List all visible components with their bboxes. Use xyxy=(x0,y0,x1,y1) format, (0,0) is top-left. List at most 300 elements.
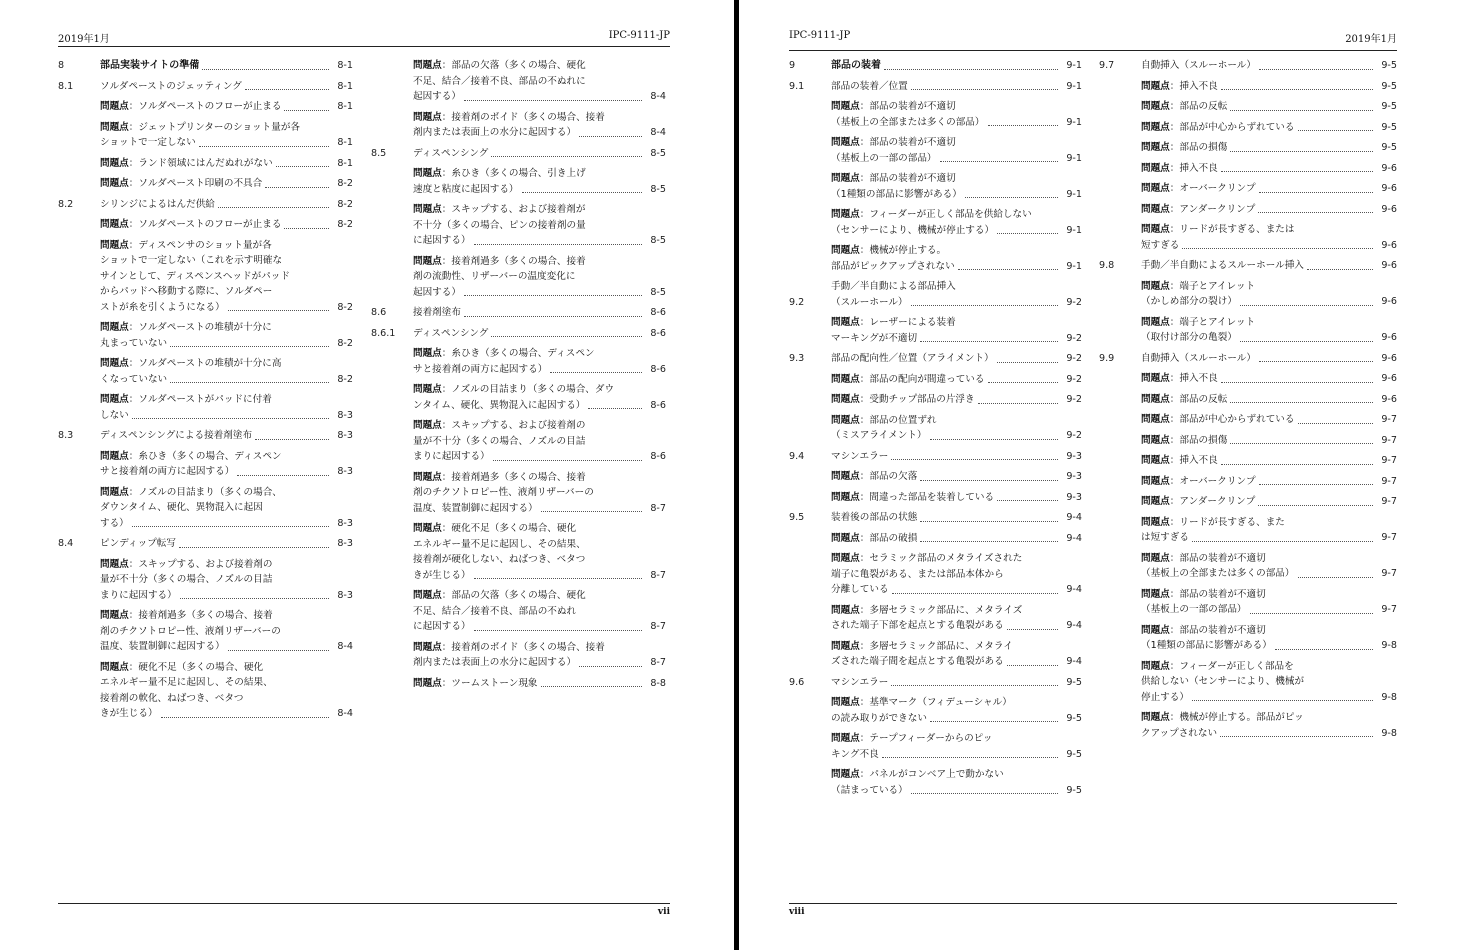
toc-title-line xyxy=(1141,474,1373,490)
toc-number: 8.6.1 xyxy=(371,327,396,339)
toc-line-text: ：挿入不良 xyxy=(1169,162,1218,174)
problem-label: 問題点 xyxy=(100,219,129,230)
problem-label: 問題点 xyxy=(1141,142,1170,153)
toc-column-right xyxy=(1099,58,1397,746)
toc-line-text: ：スキップする、および接着剤の xyxy=(441,420,586,431)
leader-dots xyxy=(1230,140,1373,152)
problem-label: 問題点 xyxy=(831,553,860,564)
toc-title-line xyxy=(413,166,642,182)
header-rule xyxy=(789,50,1397,51)
leader-dots xyxy=(1298,566,1374,578)
toc-page-ref: 8-2 xyxy=(337,178,353,189)
toc-line-text: 接着剤塗布 xyxy=(413,307,461,318)
toc-title-line xyxy=(1141,351,1373,367)
toc-page-ref: 9-1 xyxy=(1066,152,1082,164)
toc-page-ref: 9-1 xyxy=(1066,60,1082,71)
toc-page-ref: 9-4 xyxy=(1066,656,1082,667)
toc-title-line xyxy=(1141,551,1373,567)
toc-problem-entry[interactable] xyxy=(58,557,353,604)
toc-problem-entry[interactable] xyxy=(1099,433,1397,449)
toc-problem-entry[interactable] xyxy=(1099,279,1397,310)
problem-label: 問題点 xyxy=(831,245,860,256)
toc-entry[interactable] xyxy=(789,449,1082,465)
problem-label: 問題点 xyxy=(100,157,129,169)
toc-problem-entry[interactable] xyxy=(58,156,353,172)
toc-line-text: ：接着剤のボイド（多くの場合、接着 xyxy=(441,111,605,123)
toc-title xyxy=(831,767,1058,798)
toc-line-text: 部品の装着 xyxy=(831,60,881,71)
toc-problem-entry[interactable] xyxy=(1099,140,1397,156)
leader-dots xyxy=(579,655,642,667)
toc-problem-entry[interactable] xyxy=(1099,412,1397,428)
toc-title-line xyxy=(1141,623,1373,639)
toc-title-line xyxy=(831,783,1058,799)
toc-title xyxy=(831,510,1058,526)
toc-problem-entry[interactable] xyxy=(58,392,353,423)
toc-problem-entry[interactable] xyxy=(1099,474,1397,490)
toc-section[interactable] xyxy=(789,58,1082,74)
toc-problem-entry[interactable] xyxy=(1099,659,1397,706)
toc-problem-entry[interactable] xyxy=(789,135,1082,166)
leader-dots xyxy=(1240,330,1373,342)
leader-dots xyxy=(1259,474,1373,486)
toc-problem-entry[interactable] xyxy=(371,346,666,377)
leader-dots xyxy=(180,588,329,600)
toc-title xyxy=(1141,181,1373,197)
toc-title-line xyxy=(831,510,1058,526)
problem-label: 問題点 xyxy=(1141,588,1170,600)
toc-entry[interactable] xyxy=(371,305,666,321)
toc-title xyxy=(413,58,642,105)
toc-line-text: マーキングが不適切 xyxy=(831,332,918,344)
toc-title xyxy=(831,135,1058,166)
toc-number: 8.1 xyxy=(58,80,74,92)
toc-page-ref: 9-8 xyxy=(1381,727,1397,739)
toc-entry[interactable] xyxy=(789,510,1082,526)
toc-number: 8.6 xyxy=(371,307,387,318)
page-viii xyxy=(739,0,1474,950)
toc-line-text: 手動／半自動による部品挿入 xyxy=(831,281,956,292)
problem-label: 問題点 xyxy=(413,111,442,123)
toc-title xyxy=(831,372,1058,388)
toc-problem-entry[interactable] xyxy=(1099,371,1397,387)
toc-problem-entry[interactable] xyxy=(789,315,1082,346)
leader-dots xyxy=(1230,392,1373,404)
toc-page-ref: 9-6 xyxy=(1381,393,1397,405)
problem-label: 問題点 xyxy=(831,137,860,148)
toc-line-text: ンタイム、硬化、異物混入に起因する） xyxy=(413,399,586,411)
toc-line-text: ：多層セラミック部品に、メタライ xyxy=(859,640,1013,652)
toc-title-line xyxy=(100,572,329,588)
toc-entry[interactable] xyxy=(1099,58,1397,74)
toc-line-text: ：アンダークリンプ xyxy=(1169,496,1256,507)
toc-title-line xyxy=(413,588,642,604)
toc-problem-entry[interactable] xyxy=(789,695,1082,726)
toc-line-text: （スルーホール） xyxy=(831,296,908,308)
toc-page-ref: 9-1 xyxy=(1066,224,1082,236)
problem-label: 問題点 xyxy=(100,610,129,621)
toc-problem-entry[interactable] xyxy=(789,767,1082,798)
toc-line-text: きが生じる） xyxy=(413,569,471,581)
toc-problem-entry[interactable] xyxy=(789,731,1082,762)
toc-line-text: ：部品の反転 xyxy=(1169,101,1228,112)
toc-problem-entry[interactable] xyxy=(789,207,1082,238)
toc-line-text: ：部品の位置ずれ xyxy=(859,414,937,426)
toc-title xyxy=(831,315,1058,346)
toc-page-ref: 8-3 xyxy=(337,409,353,421)
toc-page-ref: 8-7 xyxy=(650,502,666,514)
toc-entry[interactable] xyxy=(789,675,1082,691)
toc-line-text: （かしめ部分の裂け） xyxy=(1141,296,1237,307)
toc-line-text: 温度、装置制御に起因する） xyxy=(100,641,225,652)
leader-dots xyxy=(541,676,642,688)
toc-title xyxy=(413,588,642,635)
toc-entry[interactable] xyxy=(371,326,666,342)
toc-title-line xyxy=(100,516,329,532)
toc-problem-entry[interactable] xyxy=(789,99,1082,130)
toc-entry[interactable] xyxy=(789,351,1082,367)
toc-title xyxy=(1141,140,1373,156)
toc-problem-entry[interactable] xyxy=(371,418,666,465)
toc-section[interactable] xyxy=(58,58,353,74)
toc-line-text: ：受動チップ部品の片浮き xyxy=(859,394,975,405)
toc-title-line xyxy=(831,731,1058,747)
problem-label: 問題点 xyxy=(100,121,129,133)
toc-line-text: キング不良 xyxy=(831,748,879,760)
toc-entry[interactable] xyxy=(1099,351,1397,367)
toc-title-line xyxy=(413,398,642,414)
toc-entry[interactable] xyxy=(371,146,666,162)
toc-problem-entry[interactable] xyxy=(58,176,353,192)
leader-dots xyxy=(1258,202,1373,214)
toc-title-line xyxy=(100,284,329,300)
toc-problem-entry[interactable] xyxy=(1099,392,1397,408)
toc-title-line xyxy=(1141,494,1373,510)
leader-dots xyxy=(1298,120,1374,132)
toc-title-line xyxy=(831,99,1058,115)
toc-title-line xyxy=(100,691,329,707)
toc-problem-entry[interactable] xyxy=(58,120,353,151)
toc-line-text: 部品の装着／位置 xyxy=(831,80,908,92)
toc-problem-entry[interactable] xyxy=(1099,222,1397,253)
header-date: 2019年1月 xyxy=(58,34,110,45)
toc-problem-entry[interactable] xyxy=(789,551,1082,598)
toc-line-text: ダウンタイム、硬化、異物混入に起因 xyxy=(100,502,263,513)
toc-problem-entry[interactable] xyxy=(789,243,1082,274)
toc-line-text: 停止する） xyxy=(1141,691,1189,703)
toc-title-line xyxy=(100,58,329,74)
toc-problem-entry[interactable] xyxy=(58,320,353,351)
problem-label: 問題点 xyxy=(100,322,129,333)
toc-page-ref: 8-5 xyxy=(650,286,666,298)
toc-title xyxy=(1141,710,1373,741)
toc-page-ref: 9-6 xyxy=(1381,373,1397,384)
toc-problem-entry[interactable] xyxy=(789,413,1082,444)
toc-page-ref: 9-5 xyxy=(1381,142,1397,153)
toc-problem-entry[interactable] xyxy=(58,660,353,722)
toc-line-text: ：パネルがコンベア上で動かない xyxy=(859,769,1004,780)
toc-page-ref: 8-3 xyxy=(337,466,353,477)
toc-line-text: ：ジェットプリンターのショット量が各 xyxy=(128,121,301,133)
toc-title-line xyxy=(1141,392,1373,408)
toc-problem-entry[interactable] xyxy=(789,531,1082,547)
toc-line-text: ：間違った部品を装着している xyxy=(859,491,995,503)
toc-problem-entry[interactable] xyxy=(1099,120,1397,136)
problem-label: 問題点 xyxy=(831,769,860,780)
toc-number: 8.5 xyxy=(371,147,387,159)
toc-problem-entry[interactable] xyxy=(1099,181,1397,197)
toc-problem-entry[interactable] xyxy=(58,608,353,655)
problem-label: 問題点 xyxy=(413,204,442,215)
toc-title xyxy=(100,238,329,316)
toc-title xyxy=(100,428,329,444)
header-doc-id-text: IPC-9111-JP xyxy=(608,30,670,41)
problem-label: 問題点 xyxy=(1141,660,1170,672)
toc-title-line xyxy=(1141,602,1373,618)
toc-entry[interactable] xyxy=(58,79,353,95)
toc-line-text: された端子下部を起点とする亀裂がある xyxy=(831,620,1004,631)
toc-line-text: （基板上の全部または多くの部品） xyxy=(1141,568,1295,579)
toc-problem-entry[interactable] xyxy=(1099,551,1397,582)
toc-entry[interactable] xyxy=(789,79,1082,95)
toc-line-text: 起因する） xyxy=(413,91,461,102)
toc-problem-entry[interactable] xyxy=(1099,623,1397,654)
toc-title-line xyxy=(1141,726,1373,742)
toc-page-ref: 9-6 xyxy=(1381,332,1397,343)
toc-page-ref: 9-3 xyxy=(1066,491,1082,503)
leader-dots xyxy=(464,305,642,317)
toc-line-text: ：ソルダペーストがパッドに付着 xyxy=(128,394,272,405)
toc-problem-entry[interactable] xyxy=(371,382,666,413)
problem-label: 問題点 xyxy=(413,348,442,359)
toc-page-ref: 9-4 xyxy=(1066,584,1082,595)
toc-line-text: （センサーにより、機械が停止する） xyxy=(831,224,995,236)
toc-title-line xyxy=(413,269,642,285)
toc-title xyxy=(831,413,1058,444)
toc-problem-entry[interactable] xyxy=(371,58,666,105)
toc-title xyxy=(100,660,329,722)
toc-line-text: 部品がピックアップされない xyxy=(831,260,955,272)
toc-page-ref: 8-4 xyxy=(650,91,666,102)
toc-title xyxy=(413,202,642,249)
toc-title-line xyxy=(413,362,642,378)
toc-title xyxy=(831,243,1058,274)
toc-page-ref: 9-6 xyxy=(1381,239,1397,251)
toc-page-ref: 8-3 xyxy=(337,430,353,441)
toc-problem-entry[interactable] xyxy=(789,392,1082,408)
toc-problem-entry[interactable] xyxy=(1099,99,1397,115)
problem-label: 問題点 xyxy=(413,641,442,653)
leader-dots xyxy=(884,58,1058,70)
toc-problem-entry[interactable] xyxy=(789,639,1082,670)
toc-problem-entry[interactable] xyxy=(58,356,353,387)
toc-title-line xyxy=(1141,710,1373,726)
toc-entry[interactable] xyxy=(58,536,353,552)
toc-title-line xyxy=(100,639,329,655)
toc-title-line xyxy=(100,706,329,722)
leader-dots xyxy=(920,531,1058,543)
toc-problem-entry[interactable] xyxy=(789,372,1082,388)
toc-problem-entry[interactable] xyxy=(789,603,1082,634)
toc-title xyxy=(831,531,1058,547)
toc-title xyxy=(831,551,1058,598)
toc-page-ref: 9-7 xyxy=(1381,568,1397,579)
toc-title-line xyxy=(100,197,329,213)
problem-label: 問題点 xyxy=(100,394,129,405)
toc-page-ref: 9-1 xyxy=(1066,188,1082,200)
toc-entry[interactable] xyxy=(58,197,353,213)
toc-title xyxy=(831,279,1058,310)
toc-line-text: 丸まっていない xyxy=(100,337,168,349)
toc-page-ref: 9-6 xyxy=(1381,260,1397,271)
toc-line-text: ：端子とアイレット xyxy=(1169,316,1256,328)
toc-line-text: ショットで一定しない（これを示す明確な xyxy=(100,255,283,266)
toc-problem-entry[interactable] xyxy=(1099,494,1397,510)
toc-title-line xyxy=(413,382,642,398)
toc-title-line xyxy=(831,171,1058,187)
toc-title xyxy=(1141,79,1373,95)
toc-title xyxy=(413,640,642,671)
problem-label: 問題点 xyxy=(413,677,442,689)
toc-entry[interactable] xyxy=(58,428,353,444)
problem-label: 問題点 xyxy=(831,317,860,328)
leader-dots xyxy=(1182,238,1373,250)
toc-title xyxy=(413,326,642,342)
toc-problem-entry[interactable] xyxy=(58,99,353,115)
toc-problem-entry[interactable] xyxy=(1099,315,1397,346)
toc-problem-entry[interactable] xyxy=(1099,161,1397,177)
toc-title-line xyxy=(100,557,329,573)
toc-problem-entry[interactable] xyxy=(1099,587,1397,618)
page-vii xyxy=(0,0,734,950)
toc-line-text: クアップされない xyxy=(1141,727,1218,739)
problem-label: 問題点 xyxy=(100,486,129,498)
toc-line-text: ：部品の装着が不適切 xyxy=(859,173,956,184)
leader-dots xyxy=(940,151,1058,163)
toc-line-text: ：糸ひき（多くの場合、引き上げ xyxy=(441,168,586,179)
toc-title-line xyxy=(1141,566,1373,582)
toc-page-ref: 9-6 xyxy=(1381,183,1397,194)
toc-problem-entry[interactable] xyxy=(58,449,353,480)
toc-title xyxy=(1141,433,1373,449)
toc-problem-entry[interactable] xyxy=(789,469,1082,485)
toc-line-text: （基板上の一部の部品） xyxy=(831,152,937,164)
toc-page-ref: 9-1 xyxy=(1066,260,1082,272)
toc-line-text: ：スキップする、および接着剤の xyxy=(128,558,273,570)
toc-title xyxy=(831,449,1058,465)
leader-dots xyxy=(1240,294,1373,306)
toc-problem-entry[interactable] xyxy=(371,110,666,141)
toc-problem-entry[interactable] xyxy=(371,588,666,635)
toc-problem-entry[interactable] xyxy=(789,490,1082,506)
toc-title-line xyxy=(831,639,1058,655)
leader-dots xyxy=(245,79,329,91)
toc-line-text: ：セラミック部品のメタライズされた xyxy=(859,553,1023,564)
toc-page-ref: 8-2 xyxy=(337,301,353,313)
toc-page-ref: 8-2 xyxy=(337,373,353,385)
toc-problem-entry[interactable] xyxy=(371,166,666,197)
toc-page-ref: 9-6 xyxy=(1381,296,1397,307)
toc-problem-entry[interactable] xyxy=(371,202,666,249)
toc-problem-entry[interactable] xyxy=(371,470,666,517)
toc-number: 8 xyxy=(58,60,65,71)
problem-label: 問題点 xyxy=(1141,414,1170,425)
problem-label: 問題点 xyxy=(831,733,860,744)
toc-title-line xyxy=(831,675,1058,691)
toc-line-text: ショットで一定しない xyxy=(100,137,196,148)
toc-title-line xyxy=(413,676,642,692)
toc-problem-entry[interactable] xyxy=(1099,710,1397,741)
toc-line-text: （ミスアライメント） xyxy=(831,430,927,441)
toc-problem-entry[interactable] xyxy=(371,521,666,583)
toc-line-text: ：部品が中心からずれている xyxy=(1169,414,1295,425)
problem-label: 問題点 xyxy=(1141,475,1170,487)
toc-title xyxy=(831,675,1058,691)
problem-label: 問題点 xyxy=(1141,434,1170,446)
toc-title-line xyxy=(413,218,642,234)
toc-title-line xyxy=(100,120,329,136)
toc-title-line xyxy=(831,490,1058,506)
toc-line-text: ：部品の損傷 xyxy=(1169,434,1228,446)
toc-entry[interactable] xyxy=(1099,258,1397,274)
toc-title-line xyxy=(100,79,329,95)
toc-page-ref: 9-7 xyxy=(1381,475,1397,487)
toc-title xyxy=(413,166,642,197)
toc-problem-entry[interactable] xyxy=(1099,453,1397,469)
toc-page-ref: 8-7 xyxy=(650,621,666,632)
toc-title-line xyxy=(100,660,329,676)
problem-label: 問題点 xyxy=(1141,80,1170,92)
toc-entry[interactable] xyxy=(789,279,1082,310)
toc-title xyxy=(831,351,1058,367)
toc-title-line xyxy=(831,551,1058,567)
leader-dots xyxy=(920,469,1058,481)
toc-problem-entry[interactable] xyxy=(1099,79,1397,95)
toc-problem-entry[interactable] xyxy=(58,238,353,316)
leader-dots xyxy=(132,516,329,528)
toc-line-text: の読み取りができない xyxy=(831,712,927,724)
toc-line-text: 自動挿入（スルーホール） xyxy=(1141,60,1256,71)
toc-column-left xyxy=(58,58,353,727)
toc-problem-entry[interactable] xyxy=(1099,515,1397,546)
problem-label: 問題点 xyxy=(413,60,442,71)
problem-label: 問題点 xyxy=(413,420,442,431)
toc-title-line xyxy=(413,604,642,620)
leader-dots xyxy=(892,582,1058,594)
toc-number: 9.1 xyxy=(789,80,805,92)
toc-problem-entry[interactable] xyxy=(371,676,666,692)
toc-problem-entry[interactable] xyxy=(58,217,353,233)
leader-dots xyxy=(179,536,329,548)
toc-problem-entry[interactable] xyxy=(371,254,666,301)
toc-title-line xyxy=(413,182,642,198)
toc-line-text: 不足、結合／接着不良、部品の不ぬれに xyxy=(413,75,586,87)
toc-problem-entry[interactable] xyxy=(371,640,666,671)
toc-title-line xyxy=(1141,638,1373,654)
toc-page-ref: 8-6 xyxy=(650,307,666,318)
toc-title xyxy=(100,320,329,351)
toc-problem-entry[interactable] xyxy=(789,171,1082,202)
toc-page-ref: 8-4 xyxy=(337,708,353,719)
leader-dots xyxy=(920,510,1058,522)
leader-dots xyxy=(491,146,642,158)
toc-page-ref: 8-2 xyxy=(337,219,353,230)
problem-label: 問題点 xyxy=(1141,203,1170,215)
toc-page-ref: 9-4 xyxy=(1066,620,1082,631)
toc-problem-entry[interactable] xyxy=(58,485,353,532)
toc-problem-entry[interactable] xyxy=(1099,202,1397,218)
problem-label: 問題点 xyxy=(413,168,442,179)
